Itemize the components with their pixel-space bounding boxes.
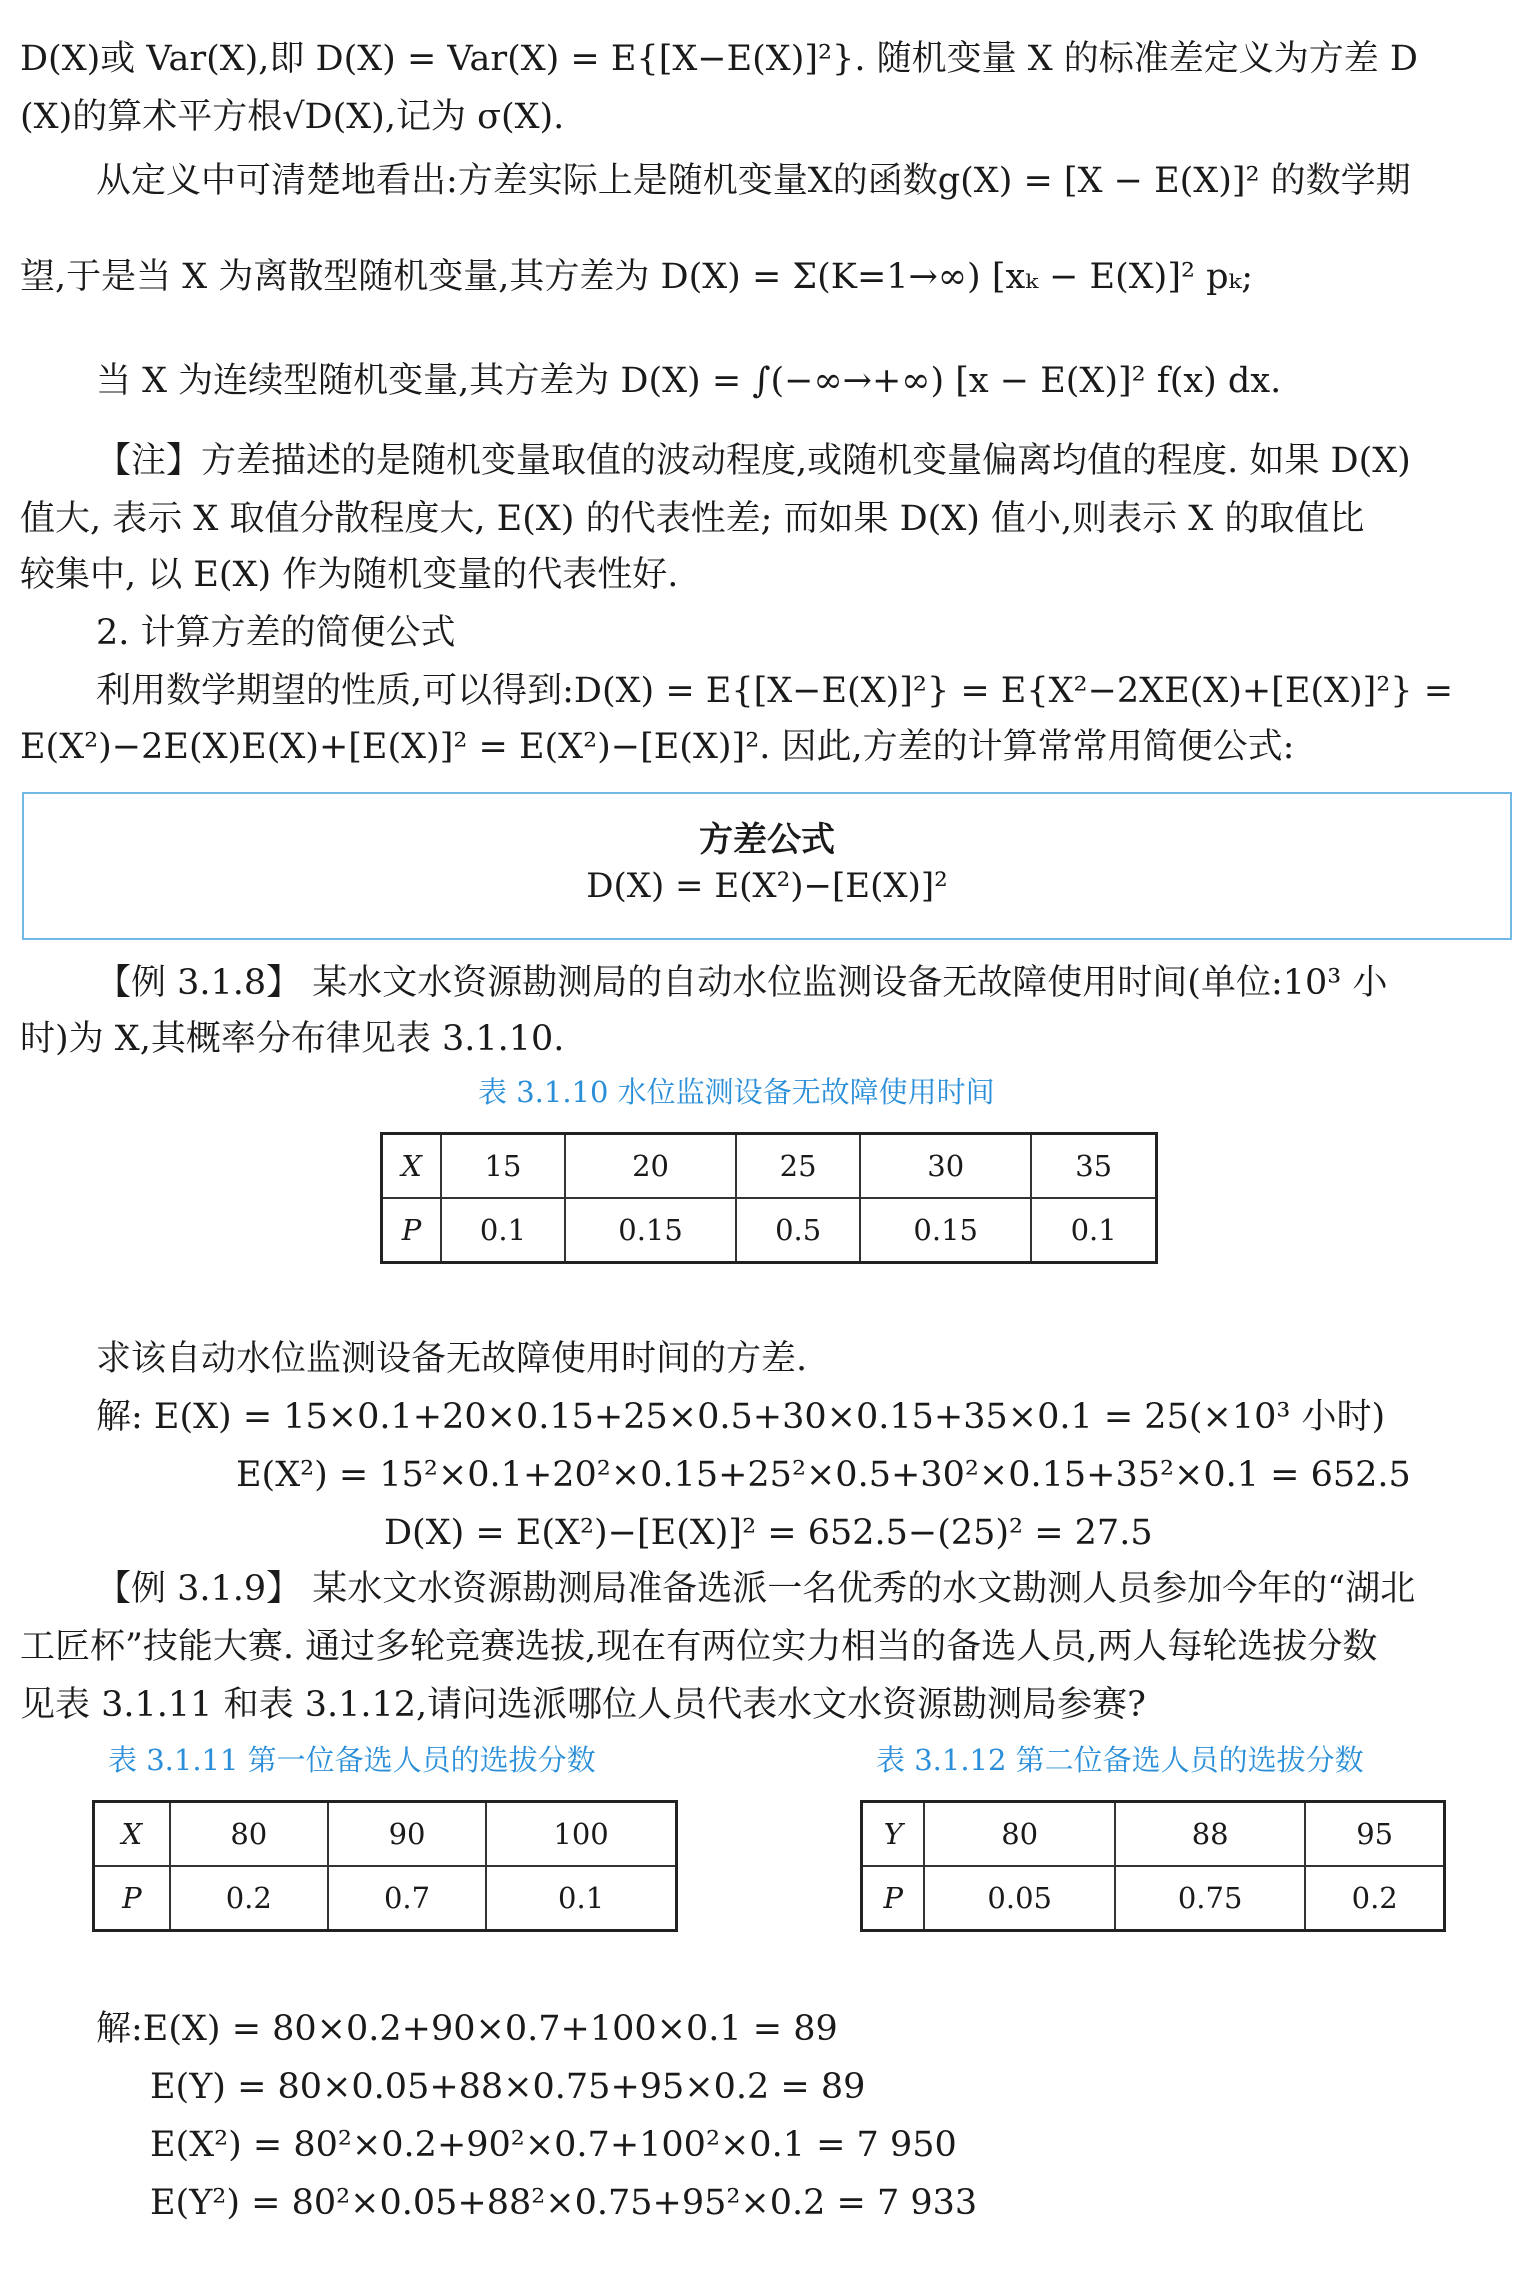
variance-formula-box (22, 792, 1512, 940)
table-row (862, 1802, 1445, 1867)
table-cell: 25 (736, 1134, 860, 1199)
table-cell: 100 (486, 1802, 676, 1867)
solution-line: 解:E(X) = 80×0.2+90×0.7+100×0.1 = 89 (96, 2009, 838, 2049)
table-cell: 35 (1031, 1134, 1156, 1199)
table-cell: 0.1 (1031, 1198, 1156, 1263)
table-cell: 0.1 (486, 1866, 676, 1931)
table-cell: 95 (1305, 1802, 1444, 1867)
paragraph-line: 见表 3.1.11 和表 3.1.12,请问选派哪位人员代表水文水资源勘测局参赛? (20, 1685, 1146, 1725)
row-header-cell: X (94, 1802, 170, 1867)
paragraph-line: 求该自动水位监测设备无故障使用时间的方差. (96, 1339, 808, 1379)
paragraph-line: 当 X 为连续型随机变量,其方差为 D(X) = ∫(−∞→+∞) [x − E(X)]² f(x) dx. (96, 361, 1282, 401)
table-3-1-10 (380, 1132, 1158, 1264)
table-cell: 80 (170, 1802, 328, 1867)
table-cell: 80 (924, 1802, 1114, 1867)
table-3-1-12 (860, 1800, 1446, 1932)
row-header-cell: P (862, 1866, 925, 1931)
table-cell: 0.75 (1115, 1866, 1305, 1931)
formula-box-formula: D(X) = E(X²)−[E(X)]² (586, 866, 948, 906)
solution-line: E(Y²) = 80²×0.05+88²×0.75+95²×0.2 = 7 933 (150, 2183, 978, 2223)
table-row (862, 1866, 1445, 1931)
table-3-1-11 (92, 1800, 678, 1932)
paragraph-line: E(X²)−2E(X)E(X)+[E(X)]² = E(X²)−[E(X)]². 因此,方差的计算常常用简便公式: (20, 727, 1295, 767)
row-header-cell: X (382, 1134, 442, 1199)
solution-line: E(X²) = 15²×0.1+20²×0.15+25²×0.5+30²×0.15+35²×0.1 = 652.5 (236, 1455, 1411, 1495)
table-cell: 0.15 (565, 1198, 736, 1263)
solution-line: E(X²) = 80²×0.2+90²×0.7+100²×0.1 = 7 950 (150, 2125, 957, 2165)
example-3-1-9-line: 【例 3.1.9】 某水文水资源勘测局准备选派一名优秀的水文勘测人员参加今年的“湖北 (96, 1569, 1416, 1609)
paragraph-line: D(X)或 Var(X),即 D(X) = Var(X) = E{[X−E(X)]²}. 随机变量 X 的标准差定义为方差 D (20, 39, 1418, 79)
paragraph-line: (X)的算术平方根√D(X),记为 σ(X). (20, 97, 565, 137)
formula-box-title: 方差公式 (699, 820, 835, 860)
table-caption: 表 3.1.10 水位监测设备无故障使用时间 (478, 1075, 995, 1109)
table-row (94, 1802, 677, 1867)
table-cell: 20 (565, 1134, 736, 1199)
note-line: 【注】方差描述的是随机变量取值的波动程度,或随机变量偏离均值的程度. 如果 D(X) (96, 441, 1411, 481)
row-header-cell: Y (862, 1802, 925, 1867)
row-header-cell: P (382, 1198, 442, 1263)
section-heading: 2. 计算方差的简便公式 (96, 613, 456, 653)
table-cell: 30 (860, 1134, 1031, 1199)
solution-line: 解: E(X) = 15×0.1+20×0.15+25×0.5+30×0.15+35×0.1 = 25(×10³ 小时) (96, 1397, 1386, 1437)
paragraph-line: 值大, 表示 X 取值分散程度大, E(X) 的代表性差; 而如果 D(X) 值小,则表示 X 的取值比 (20, 499, 1365, 539)
paragraph-line: 从定义中可清楚地看出:方差实际上是随机变量X的函数g(X) = [X − E(X)]² 的数学期 (96, 161, 1411, 201)
paragraph-line: 工匠杯”技能大赛. 通过多轮竞赛选拔,现在有两位实力相当的备选人员,两人每轮选拔分数 (20, 1627, 1378, 1667)
table-cell: 0.5 (736, 1198, 860, 1263)
table-cell: 15 (441, 1134, 565, 1199)
table-cell: 0.2 (1305, 1866, 1444, 1931)
paragraph-line: 利用数学期望的性质,可以得到:D(X) = E{[X−E(X)]²} = E{X²−2XE(X)+[E(X)]²} = (96, 671, 1454, 711)
table-row (382, 1198, 1157, 1263)
paragraph-line: 较集中, 以 E(X) 作为随机变量的代表性好. (20, 555, 679, 595)
table-row (382, 1134, 1157, 1199)
table-caption: 表 3.1.12 第二位备选人员的选拔分数 (876, 1743, 1364, 1777)
paragraph-line: 望,于是当 X 为离散型随机变量,其方差为 D(X) = Σ(K=1→∞) [xₖ − E(X)]² pₖ; (20, 257, 1254, 297)
row-header-cell: P (94, 1866, 170, 1931)
table-cell: 90 (328, 1802, 486, 1867)
table-cell: 0.15 (860, 1198, 1031, 1263)
solution-line: D(X) = E(X²)−[E(X)]² = 652.5−(25)² = 27.5 (384, 1513, 1153, 1553)
table-cell: 0.7 (328, 1866, 486, 1931)
table-cell: 0.05 (924, 1866, 1114, 1931)
table-caption: 表 3.1.11 第一位备选人员的选拔分数 (108, 1743, 596, 1777)
table-cell: 0.2 (170, 1866, 328, 1931)
solution-line: E(Y) = 80×0.05+88×0.75+95×0.2 = 89 (150, 2067, 866, 2107)
paragraph-line: 时)为 X,其概率分布律见表 3.1.10. (20, 1019, 565, 1059)
example-3-1-8-line: 【例 3.1.8】 某水文水资源勘测局的自动水位监测设备无故障使用时间(单位:10³ 小 (96, 963, 1388, 1003)
table-cell: 88 (1115, 1802, 1305, 1867)
table-cell: 0.1 (441, 1198, 565, 1263)
table-row (94, 1866, 677, 1931)
